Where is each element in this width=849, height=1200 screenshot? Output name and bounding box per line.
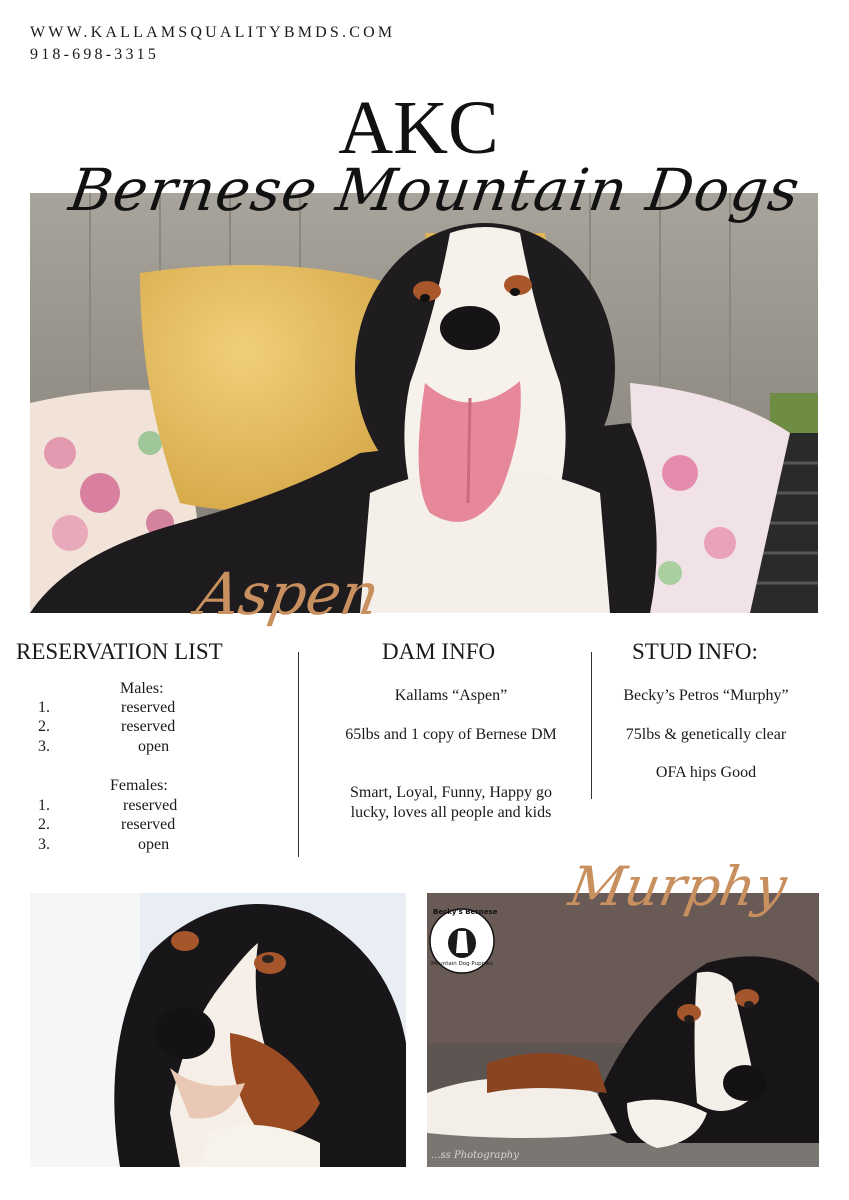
logo-top-text: Becky's Bernese [433, 908, 498, 916]
stud-weight-text: 75lbs & genetically clear [625, 726, 787, 743]
dam-info-heading: DAM INFO [382, 639, 496, 664]
male-status: reserved [121, 699, 176, 716]
logo-bottom-text: Mountain Dog Puppies [431, 961, 493, 967]
male-number: 2. [38, 718, 50, 735]
male-status: reserved [121, 718, 176, 735]
divider-left [298, 652, 299, 857]
stud-hips-text: OFA hips Good [655, 764, 757, 781]
title-akc: AKC [338, 86, 499, 170]
female-status: reserved [121, 816, 176, 833]
dam-name-text: Kallams “Aspen” [394, 687, 508, 704]
males-label: Males: [120, 680, 164, 697]
stud-name-script: Murphy [564, 855, 792, 918]
dam-name-script: Aspen [192, 560, 385, 628]
dam-temperament-text: Smart, Loyal, Funny, Happy go lucky, loves all people and kids [349, 784, 553, 821]
stud-info-heading: STUD INFO: [632, 639, 758, 664]
murphy-photo [427, 893, 819, 1167]
hero-photo-aspen [30, 193, 818, 613]
website-text: WWW.KALLAMSQUALITYBMDS.COM [30, 24, 396, 41]
reservation-heading: RESERVATION LIST [16, 639, 223, 664]
photographer-watermark: ...ss Photography [431, 1150, 519, 1161]
male-number: 1. [38, 699, 50, 716]
title-breed: Bernese Mountain Dogs [65, 156, 805, 224]
female-number: 3. [38, 836, 50, 853]
female-status: open [138, 836, 170, 853]
aspen-closeup-illustration [30, 893, 406, 1167]
murphy-photo-illustration [427, 893, 819, 1167]
female-status: reserved [123, 797, 178, 814]
aspen-closeup-photo [30, 893, 406, 1167]
male-status: open [138, 738, 170, 755]
stud-name-text: Becky’s Petros “Murphy” [623, 687, 789, 704]
aspen-photo-illustration [30, 193, 818, 613]
dam-weight-text: 65lbs and 1 copy of Bernese DM [345, 726, 557, 743]
contact-info [30, 22, 395, 66]
male-number: 3. [38, 738, 50, 755]
females-label: Females: [110, 777, 168, 794]
female-number: 2. [38, 816, 50, 833]
phone-text: 918-698-3315 [30, 46, 160, 63]
divider-right [591, 652, 592, 799]
female-number: 1. [38, 797, 50, 814]
